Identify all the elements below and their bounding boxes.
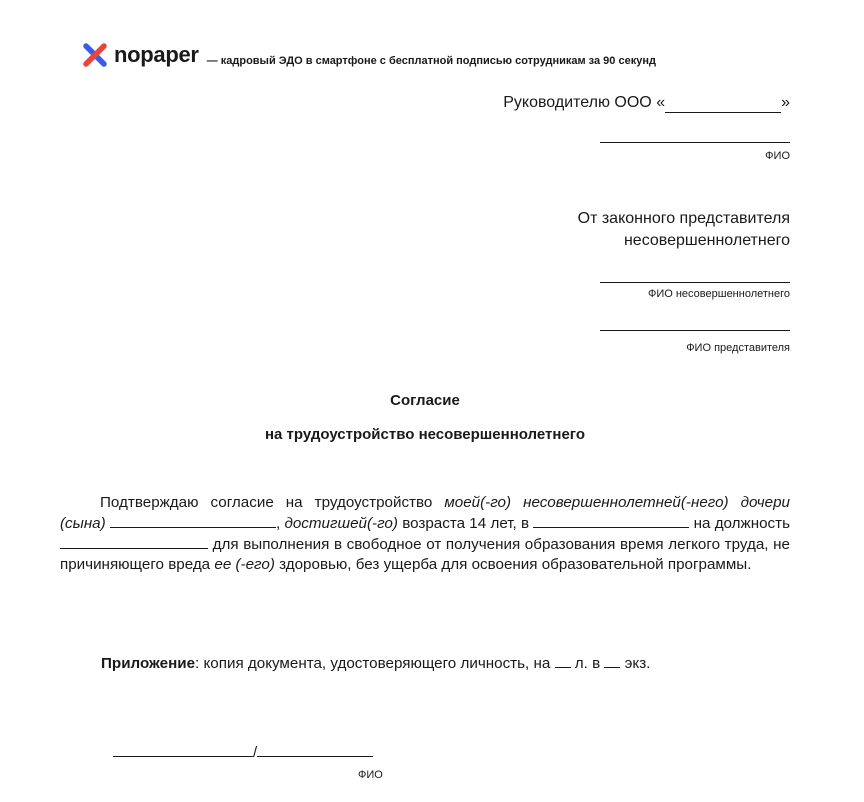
company-blank (665, 94, 781, 113)
signature-name-blank (257, 742, 373, 757)
organization-blank (533, 513, 689, 528)
rep-fio-caption: ФИО представителя (686, 342, 790, 354)
rep-fio-line (600, 316, 790, 336)
pages-blank (555, 653, 571, 668)
sender-line-2: несовершеннолетнего (623, 232, 790, 249)
consent-paragraph: Подтверждаю согласие на трудоустройство моей(-го) несовершеннолетней(-него) дочери (сына) , достигшей(-го) возраста 14 лет, в на должность для выполнения в свободное от получения образования время легкого труда, не причиняющего вреда ее (-его) здоровью, без ущерба для освоения образовательной программы. (60, 494, 790, 573)
addressee-fio-caption: ФИО (765, 150, 790, 162)
addressee-line: Руководителю ООО « » (503, 94, 790, 111)
tagline: — кадровый ЭДО в смартфоне с бесплатной подписью сотрудникам за 90 секунд (206, 55, 656, 67)
sender-line-1: От законного представителя (577, 210, 790, 227)
minor-fio-caption: ФИО несовершеннолетнего (647, 288, 790, 300)
position-blank (60, 534, 208, 549)
header (82, 40, 656, 70)
addressee-fio-line (600, 128, 790, 148)
minor-fio-line (600, 268, 790, 288)
signature-line: / (113, 742, 373, 761)
document-subtitle: на трудоустройство несовершеннолетнего (264, 426, 585, 443)
child-name-blank (110, 513, 276, 528)
attachment-line: Приложение: копия документа, удостоверяющего личность, на л. в экз. (101, 655, 651, 672)
nopaper-logo-icon (82, 42, 108, 68)
signature-blank (113, 742, 253, 757)
document-title: Согласие (390, 392, 460, 409)
copies-blank (604, 653, 620, 668)
logo-text: nopaper (114, 42, 199, 67)
signature-caption: ФИО (358, 769, 383, 781)
